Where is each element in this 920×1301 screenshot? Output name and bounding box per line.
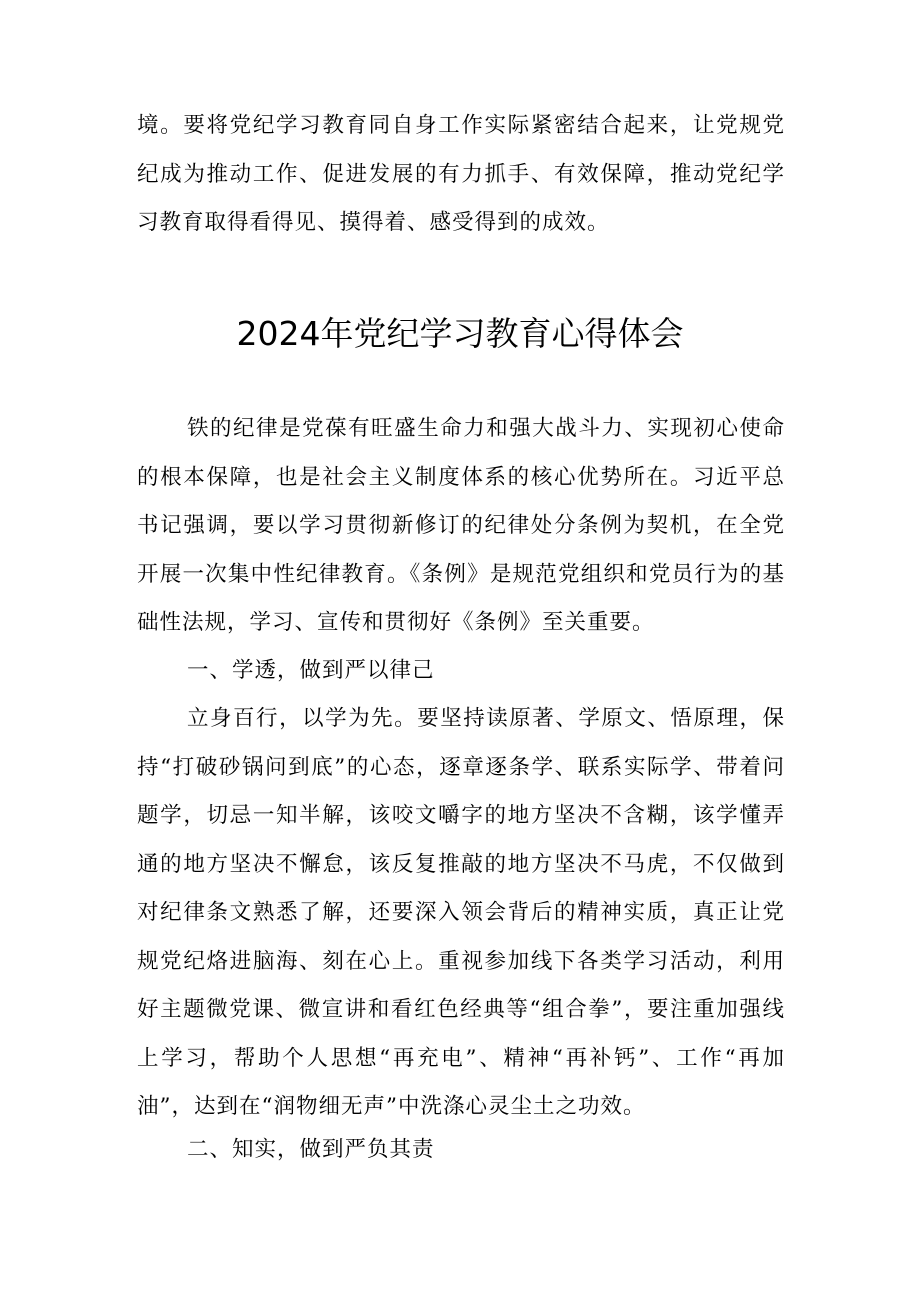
document-title: 2024年党纪学习教育心得体会 [236,314,684,353]
section-two-heading: 二、知实，做到严负其责 [187,1137,435,1162]
intro-paragraph: 铁的纪律是党葆有旺盛生命力和强大战斗力、实现初心使命的根本保障，也是社会主义制度体系的核心优势所在。习近平总书记强调，要以学习贯彻新修订的纪律处分条例为契机，在全党开展一次集中性纪律教育。《条例》是规范党组织和党员行为的基础性法规，学习、宣传和贯彻好《条例》至关重要。 [137,416,785,635]
continuation-paragraph: 境。要将党纪学习教育同自身工作实际紧密结合起来，让党规党纪成为推动工作、促进发展的有力抓手、有效保障，推动党纪学习教育取得看得见、摸得着、感受得到的成效。 [137,113,785,235]
section-one-paragraph: 立身百行，以学为先。要坚持读原著、学原文、悟原理，保持“打破砂锅问到底”的心态，逐章逐条学、联系实际学、带着问题学，切忌一知半解，该咬文嚼字的地方坚决不含糊，该学懂弄通的地方坚决不懈怠，该反复推敲的地方坚决不马虎，不仅做到对纪律条文熟悉了解，还要深入领会背后的精神实质，真正让党规党纪烙进脑海、刻在心上。重视参加线下各类学习活动，利用好主题微党课、微宣讲和看红色经典等“组合拳”，要注重加强线上学习，帮助个人思想“再充电”、精神“再补钙”、工作“再加油”，达到在“润物细无声”中洗涤心灵尘土之功效。 [137,706,785,1119]
section-one-heading: 一、学透，做到严以律己 [187,658,435,683]
